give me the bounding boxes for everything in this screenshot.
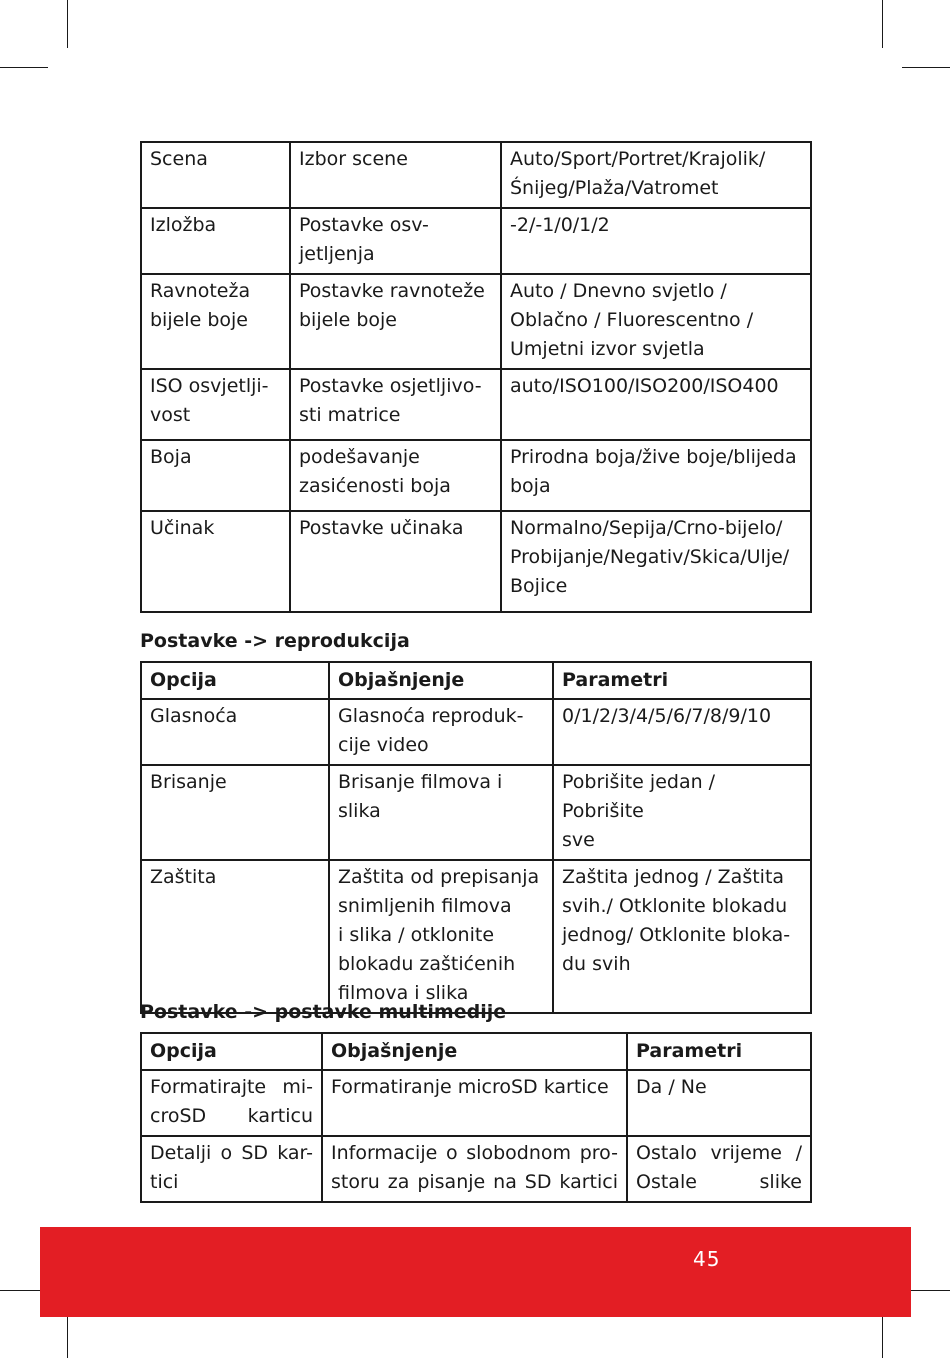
table-row	[141, 208, 811, 274]
table-cell: Glasnoća	[141, 699, 329, 765]
table-cell: Informacije o slobodnom pro- storu za pisanje na SD kartici	[322, 1136, 627, 1202]
table-row	[141, 274, 811, 369]
crop-mark	[67, 1310, 68, 1358]
table-cell: Postavke osjetljivo- sti matrice	[290, 369, 501, 440]
table-cell: Zaštita	[141, 860, 329, 1013]
crop-mark	[67, 0, 68, 48]
table-row	[141, 860, 811, 1013]
table-cell: Boja	[141, 440, 290, 511]
table-row	[141, 369, 811, 440]
page-number: 45	[693, 1247, 721, 1271]
table-cell: Formatirajte mi- croSD karticu	[141, 1070, 322, 1136]
table-cell: Izložba	[141, 208, 290, 274]
table-cell: Zaštita od prepisanja snimljenih filmova i slika / otklonite blokadu zaštićenih filmova i slika	[329, 860, 553, 1013]
crop-mark	[902, 67, 950, 68]
table-row	[141, 1136, 811, 1202]
section-title-playback: Postavke -> reprodukcija	[140, 630, 410, 652]
column-header: Parametri	[553, 662, 811, 699]
table-cell: Učinak	[141, 511, 290, 612]
column-header: Objašnjenje	[322, 1033, 627, 1070]
table-cell: Auto / Dnevno svjetlo / Oblačno / Fluorescentno / Umjetni izvor svjetla	[501, 274, 811, 369]
table-cell: Da / Ne	[627, 1070, 811, 1136]
table-cell: Formatiranje microSD kartice	[322, 1070, 627, 1136]
crop-mark	[882, 0, 883, 48]
camera-settings-table	[140, 141, 812, 613]
column-header: Objašnjenje	[329, 662, 553, 699]
playback-settings-table	[140, 661, 812, 1014]
table-cell: Prirodna boja/žive boje/blijeda boja	[501, 440, 811, 511]
table-cell: Ostalo vrijeme / Ostale slike	[627, 1136, 811, 1202]
table-row	[141, 511, 811, 612]
table-row	[141, 699, 811, 765]
table-cell: podešavanje zasićenosti boja	[290, 440, 501, 511]
table-header-row	[141, 1033, 811, 1070]
table-cell: Auto/Sport/Portret/Krajolik/ Śnijeg/Plaža/Vatromet	[501, 142, 811, 208]
table-cell: Postavke osv- jetljenja	[290, 208, 501, 274]
column-header: Opcija	[141, 662, 329, 699]
table-cell: Postavke učinaka	[290, 511, 501, 612]
table-row	[141, 142, 811, 208]
table-cell: Izbor scene	[290, 142, 501, 208]
table-cell: -2/-1/0/1/2	[501, 208, 811, 274]
footer-band	[40, 1227, 911, 1317]
table-cell: Brisanje	[141, 765, 329, 860]
table-row	[141, 1070, 811, 1136]
table-cell: ISO osvjetlji- vost	[141, 369, 290, 440]
crop-mark	[0, 67, 48, 68]
table-cell: Scena	[141, 142, 290, 208]
table-cell: Pobrišite jedan / Pobrišite sve	[553, 765, 811, 860]
table-cell: Postavke ravnoteže bijele boje	[290, 274, 501, 369]
crop-mark	[882, 1310, 883, 1358]
table-cell: Normalno/Sepija/Crno-bijelo/ Probijanje/Negativ/Skica/Ulje/ Bojice	[501, 511, 811, 612]
column-header: Parametri	[627, 1033, 811, 1070]
table-cell: auto/ISO100/ISO200/ISO400	[501, 369, 811, 440]
table-cell: Glasnoća reproduk- cije video	[329, 699, 553, 765]
table-cell: Detalji o SD kar- tici	[141, 1136, 322, 1202]
section-title-multimedia: Postavke -> postavke multimedije	[140, 1001, 507, 1023]
table-row	[141, 440, 811, 511]
table-cell: Brisanje filmova i slika	[329, 765, 553, 860]
table-header-row	[141, 662, 811, 699]
table-cell: 0/1/2/3/4/5/6/7/8/9/10	[553, 699, 811, 765]
multimedia-settings-table	[140, 1032, 812, 1203]
table-cell: Zaštita jednog / Zaštita svih./ Otklonite blokadu jednog/ Otklonite bloka- du svih	[553, 860, 811, 1013]
table-row	[141, 765, 811, 860]
column-header: Opcija	[141, 1033, 322, 1070]
table-cell: Ravnoteža bijele boje	[141, 274, 290, 369]
